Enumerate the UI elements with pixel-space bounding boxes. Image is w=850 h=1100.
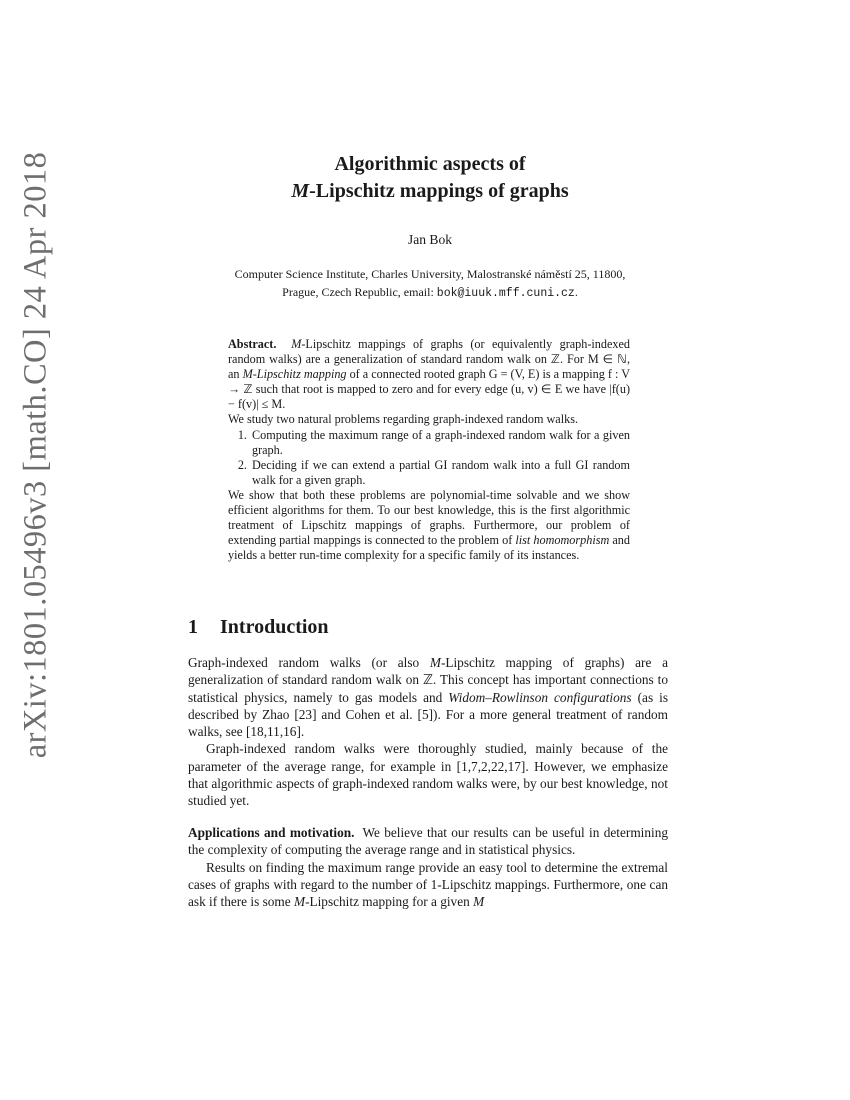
applications-paragraph-2 xyxy=(188,859,668,911)
arxiv-id-text: arXiv:1801.05496v3 [math.CO] 24 Apr 2018 xyxy=(17,151,54,759)
abstract-text-3: We show that both these problems are polynomial-time solvable and we show efficient algorithms for them. To our best knowledge, this is the first algorithmic treatment of Lipschitz mappings of graphs. Furthermore, our problem of extending partial mappings is connected to the problem of xyxy=(228,487,630,548)
applications-var-m-2: M xyxy=(473,894,485,910)
applications-var-m: M xyxy=(293,894,306,910)
paper-title-line-2 xyxy=(170,180,690,203)
abstract-term-m-lipschitz: M-Lipschitz mapping xyxy=(242,367,347,382)
title-line-2-rest: -Lipschitz mappings of graphs xyxy=(309,180,569,202)
author-name: Jan Bok xyxy=(407,232,453,247)
section-heading-introduction xyxy=(188,616,329,639)
paper-title-line-1: Algorithmic aspects of xyxy=(334,153,526,175)
applications-text-1: We believe that our results can be useful in determining the complexity of computing the average range and in statistical physics. xyxy=(188,825,668,858)
abstract-text-4: and yields a better run-time complexity for a specific family of its instances. xyxy=(228,533,630,563)
applications-heading: Applications and motivation. xyxy=(188,825,355,840)
abstract-problem-item: 1. Computing the maximum range of a graph-indexed random walk for a given graph. xyxy=(250,428,630,458)
applications-section xyxy=(188,824,668,910)
affiliation-period: . xyxy=(574,285,578,299)
abstract-label: Abstract. xyxy=(228,337,277,351)
abstract-paragraph-1 xyxy=(228,337,630,412)
abstract-text-1: -Lipschitz mappings of graphs (or equivalently graph-indexed random walks) are a generalization of standard random walk on ℤ. For M ∈ ℕ, an xyxy=(228,337,631,382)
intro-paragraph-2: Graph-indexed random walks were thoroughly studied, mainly because of the parameter of the average range, for example in [1,7,2,22,17]. However, we emphasize that algorithmic aspects of graph-indexed random walks were, by our best knowledge, not studied yet. xyxy=(188,741,668,809)
section-title: Introduction xyxy=(220,616,329,638)
applications-text-2: Results on finding the maximum range provide an easy tool to determine the extremal cases of graphs with regard to the number of 1-Lipschitz mappings. Furthermore, one can ask if there is some xyxy=(188,859,668,910)
affiliation-line-2 xyxy=(190,283,670,303)
abstract-paragraph-2: We study two natural problems regarding graph-indexed random walks. xyxy=(228,412,578,427)
intro-text-1: Graph-indexed random walks (or also xyxy=(188,655,430,670)
abstract xyxy=(228,337,630,563)
intro-var-m: M xyxy=(429,655,441,670)
section-number: 1 xyxy=(188,616,198,638)
intro-paragraph-1 xyxy=(188,654,668,740)
applications-paragraph-1 xyxy=(188,824,668,859)
abstract-text-2: of a connected rooted graph G = (V, E) is a mapping f : V → ℤ such that root is mapped to zero and for every edge (u, v) ∈ E we have |f(u) − f(v)| ≤ M. xyxy=(228,367,630,412)
abstract-paragraph-3 xyxy=(228,488,630,563)
applications-text-3: -Lipschitz mapping for a given xyxy=(305,894,474,910)
introduction-body xyxy=(188,654,668,810)
title-var-m: M xyxy=(291,180,310,202)
author-affiliation xyxy=(190,265,670,303)
abstract-problem-item: 2. Deciding if we can extend a partial GI random walk into a full GI random walk for a given graph. xyxy=(250,458,630,488)
abstract-term-list-homomorphism: list homomorphism xyxy=(515,533,610,548)
intro-text-3: (as is described by Zhao [23] and Cohen et al. [5]). For a more general treatment of random walks, see [18,11,16]. xyxy=(188,689,668,740)
abstract-var-m: M xyxy=(291,337,302,351)
affiliation-location: Prague, Czech Republic, email: xyxy=(282,285,437,299)
intro-term-widom-rowlinson: Widom–Rowlinson configurations xyxy=(448,689,632,705)
intro-text-2: -Lipschitz mapping of graphs) are a generalization of standard random walk on ℤ. This concept has important connections to statistical physics, namely to gas models and xyxy=(188,655,669,705)
abstract-problem-list xyxy=(228,428,630,488)
affiliation-line-1: Computer Science Institute, Charles University, Malostranské náměstí 25, 11800, xyxy=(234,267,626,281)
author-email: bok@iuuk.mff.cuni.cz xyxy=(436,287,575,300)
